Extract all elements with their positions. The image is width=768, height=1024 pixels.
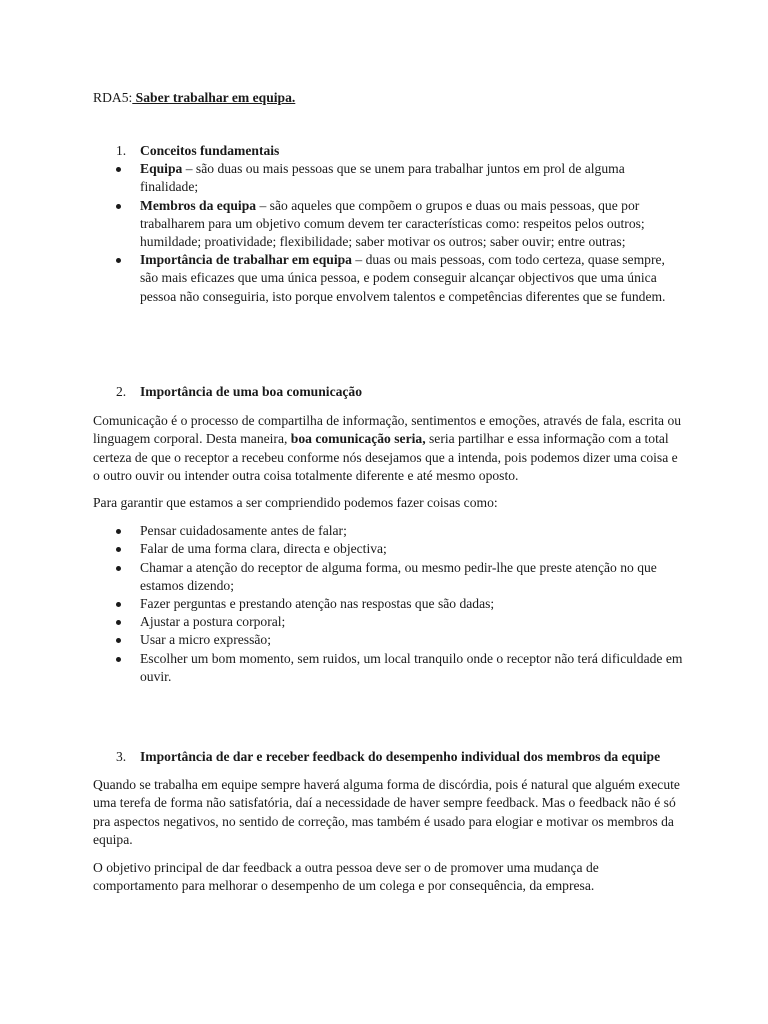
section-3-title: Importância de dar e receber feedback do desempenho individual dos membros da equipe (140, 749, 661, 764)
section-2-paragraph-2: Para garantir que estamos a ser compriendido podemos fazer coisas como: (93, 495, 498, 511)
section-1 (93, 142, 683, 306)
section-1-heading (93, 142, 683, 160)
list-item: Usar a micro expressão; (93, 631, 683, 649)
section-3 (93, 748, 683, 895)
section-2-title: Importância de uma boa comunicação (140, 384, 363, 399)
section-3-number: 3. (116, 749, 127, 764)
list-item-term: Equipa (140, 161, 183, 177)
title-main: Saber trabalhar em equipa. (132, 90, 296, 105)
section-2 (93, 383, 683, 686)
list-item-term: Membros da equipa (140, 197, 257, 213)
list-item: Chamar a atenção do receptor de alguma forma, ou mesmo pedir-lhe que preste atenção no que estamos dizendo; (93, 559, 683, 595)
section-2-number: 2. (116, 384, 127, 399)
section-1-title: Conceitos fundamentais (140, 143, 280, 158)
paragraph-bold-text: boa comunicação seria, (290, 431, 426, 447)
section-3-paragraph-2: O objetivo principal de dar feedback a outra pessoa deve ser o de promover uma mudança de comportamento para melhorar o desempenho de um colega e por consequência, da empresa. (93, 860, 599, 894)
list-item-term: Importância de trabalhar em equipa (140, 252, 352, 268)
section-1-number: 1. (116, 143, 127, 158)
list-item: Pensar cuidadosamente antes de falar; (93, 522, 683, 540)
list-item: Falar de uma forma clara, directa e objectiva; (93, 540, 683, 558)
list-item: Ajustar a postura corporal; (93, 613, 683, 631)
paragraph-text: seria partilhar e essa informação com a total certeza de que o receptor a recebeu conforme nós desejamos que a intenda, pois podemos dizer uma coisa e o outro ouvir ou intender outra coisa totalmente diferente e até mesmo oposto. (93, 431, 678, 483)
section-3-paragraph-1: Quando se trabalha em equipe sempre haverá alguma forma de discórdia, pois é natural que alguém execute uma terefa de forma não satisfatória, daí a necessidade de haver sempre feedback. Mas o feedback não é só pra aspectos negativos, no sentido de correção, mas também é usado para elogiar e motivar os membros da equipa. (93, 777, 680, 847)
section-3-heading (93, 748, 683, 766)
section-2-paragraph-1 (93, 412, 683, 485)
list-item-text: – são duas ou mais pessoas que se unem para trabalhar juntos em prol de alguma finalidade; (140, 161, 625, 195)
list-item (93, 160, 683, 196)
list-item-text: – duas ou mais pessoas, com todo certeza, quase sempre, são mais eficazes que uma única pessoa, e podem conseguir alcançar objectivos que uma única pessoa não conseguiria, isto porque envolvem talentos e competências diferentes que se fundem. (140, 252, 666, 304)
list-item (93, 251, 683, 306)
list-item (93, 197, 683, 252)
section-1-list (93, 160, 683, 306)
document-title (93, 89, 295, 107)
list-item: Fazer perguntas e prestando atenção nas respostas que são dadas; (93, 595, 683, 613)
title-prefix: RDA5: (93, 90, 133, 105)
list-item: Escolher um bom momento, sem ruidos, um local tranquilo onde o receptor não terá dificuldade em ouvir. (93, 650, 683, 686)
list-item-text: – são aqueles que compõem o grupos e duas ou mais pessoas, que por trabalharem para um objetivo comum devem ter características como: respeitos pelos outros; humildade; proatividade; flexibilidade; saber motivar os outros; saber ouvir; entre outras; (140, 197, 645, 250)
paragraph-text: Comunicação é o processo de compartilha de informação, sentimentos e emoções, através de fala, escrita ou linguagem corporal. Desta maneira, (93, 413, 682, 447)
section-2-heading (93, 383, 683, 401)
section-2-list (93, 522, 683, 686)
